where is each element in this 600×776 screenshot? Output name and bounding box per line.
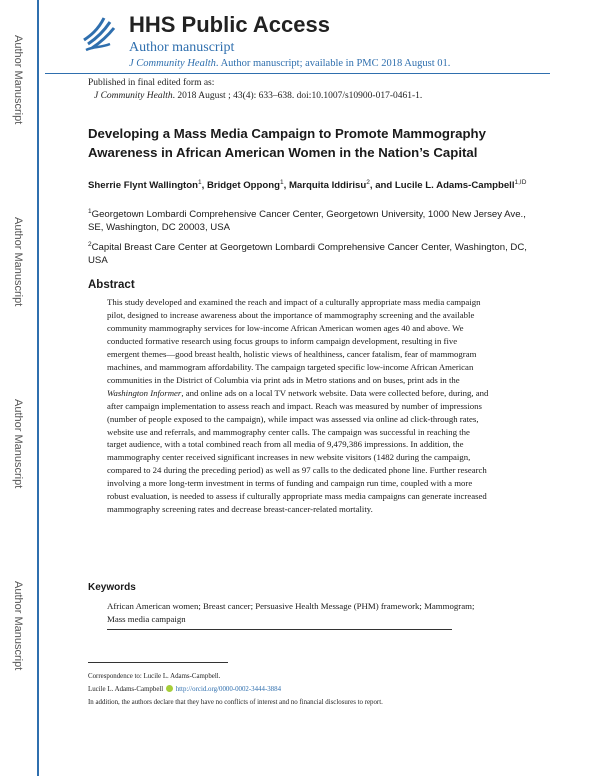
author-list — [88, 176, 528, 192]
citation — [88, 90, 422, 103]
affiliation-mark: 2 — [88, 241, 92, 248]
header-rule — [45, 73, 550, 74]
author-name: Marquita Iddirisu — [288, 180, 367, 192]
abstract-newspaper-name: Washington Informer — [107, 387, 182, 398]
affiliation — [88, 238, 528, 267]
author-affiliation-mark: 1 — [279, 179, 284, 186]
hhs-header — [80, 10, 580, 74]
journal-availability — [129, 57, 450, 70]
affiliation-mark: 1 — [88, 208, 92, 215]
orcid-icon — [166, 685, 173, 692]
affiliation-text: Georgetown Lombardi Comprehensive Cancer Center, Georgetown University, 1000 New Jersey Ave., SE, Washington, DC 20003, USA — [88, 209, 526, 234]
hhs-public-access-title: HHS Public Access — [129, 12, 330, 37]
abstract-text-part: , and online ads on a local TV network website. Data were collected before, during, and after campaign implementation to assess reach and impact. Reach was measured by number of impressions (number of people exposed to the campaign), while impact was assessed via online ad click-through rates, website use and referrals, and mammography center calls. The campaign was successful in reaching the target audience, with a total combined reach from all media of 9,479,386 impressions. In addition, the mammography center received significant increases in new website visitors (1482 during the campaign, compared to 24 during the preceding period) as well as 97 calls to the dedicated phone line. Further research involving a more long-term investment in terms of funding and campaign run time, coupled with a more robust evaluation, is needed to assess if culturally appropriate mass media campaigns can generate increased mammography screening rates and decrease breast-cancer-related mortality. — [107, 387, 489, 515]
affiliation — [88, 205, 528, 234]
availability-text: . Author manuscript; available in PMC 2018 August 01. — [215, 58, 451, 69]
author-name: Bridget Oppong — [206, 180, 280, 192]
author-separator: , and — [369, 180, 395, 192]
sidebar-rule — [37, 0, 39, 776]
orcid-note — [88, 685, 281, 694]
author-separator: , — [283, 180, 289, 192]
citation-details: . 2018 August ; 43(4): 633–638. doi:10.1007/s10900-017-0461-1. — [172, 91, 423, 101]
sidebar-label: Author Manuscript — [12, 399, 24, 489]
author-manuscript-sidebar — [0, 0, 40, 776]
sidebar-label: Author Manuscript — [12, 35, 24, 125]
orcid-link[interactable]: http://orcid.org/0000-0002-3444-3884 — [175, 686, 282, 693]
correspondence-note: Correspondence to: Lucile L. Adams-Campbell. — [88, 673, 221, 680]
author-affiliation-mark: 1 — [197, 179, 202, 186]
author-manuscript-subtitle: Author manuscript — [129, 40, 235, 55]
disclosure-note: In addition, the authors declare that they have no conflicts of interest and no financial disclosures to report. — [88, 699, 383, 706]
author-affiliation-mark: 1,ID — [514, 179, 527, 186]
citation-journal: J Community Health — [94, 91, 173, 101]
journal-name: J Community Health — [129, 58, 216, 69]
abstract-text — [107, 296, 491, 516]
author-affiliation-mark: 2 — [366, 179, 370, 186]
hhs-eagle-logo-icon — [80, 10, 118, 54]
author-separator: , — [201, 180, 207, 192]
publication-info — [88, 77, 422, 103]
keywords-rule — [107, 629, 452, 630]
sidebar-label: Author Manuscript — [12, 581, 24, 671]
affiliation-text: Capital Breast Care Center at Georgetown Lombardi Comprehensive Cancer Center, Washington, DC, USA — [88, 242, 527, 267]
footnote-rule — [88, 662, 228, 663]
orcid-name: Lucile L. Adams-Campbell — [88, 686, 164, 693]
abstract-heading: Abstract — [88, 279, 135, 291]
author-name: Sherrie Flynt Wallington — [88, 180, 198, 192]
sidebar-label: Author Manuscript — [12, 217, 24, 307]
keywords-text: African American women; Breast cancer; Persuasive Health Message (PHM) framework; Mammogram; Mass media campaign — [107, 601, 475, 624]
article-title: Developing a Mass Media Campaign to Promote Mammography Awareness in African American Women in the Nation’s Capital — [88, 126, 486, 160]
author-name: Lucile L. Adams-Campbell — [394, 180, 515, 192]
abstract-text-part: This study developed and examined the reach and impact of a culturally appropriate mass media campaign pilot, designed to increase awareness about the importance of mammography screening and the available community mammography services for low-income African American women ages 40 and above. We conducted formative research using focus groups to inform campaign development, resulting in five emergent themes—good breast health, holistic views of healthiness, cancer fatalism, fear of mammogram machines, and mammogram affordability. The campaign targeted specific low-income African American communities in the District of Columbia via print ads in Metro stations and on buses, print ads in the — [107, 297, 481, 385]
keywords-heading: Keywords — [88, 582, 136, 593]
published-label: Published in final edited form as: — [88, 78, 215, 88]
